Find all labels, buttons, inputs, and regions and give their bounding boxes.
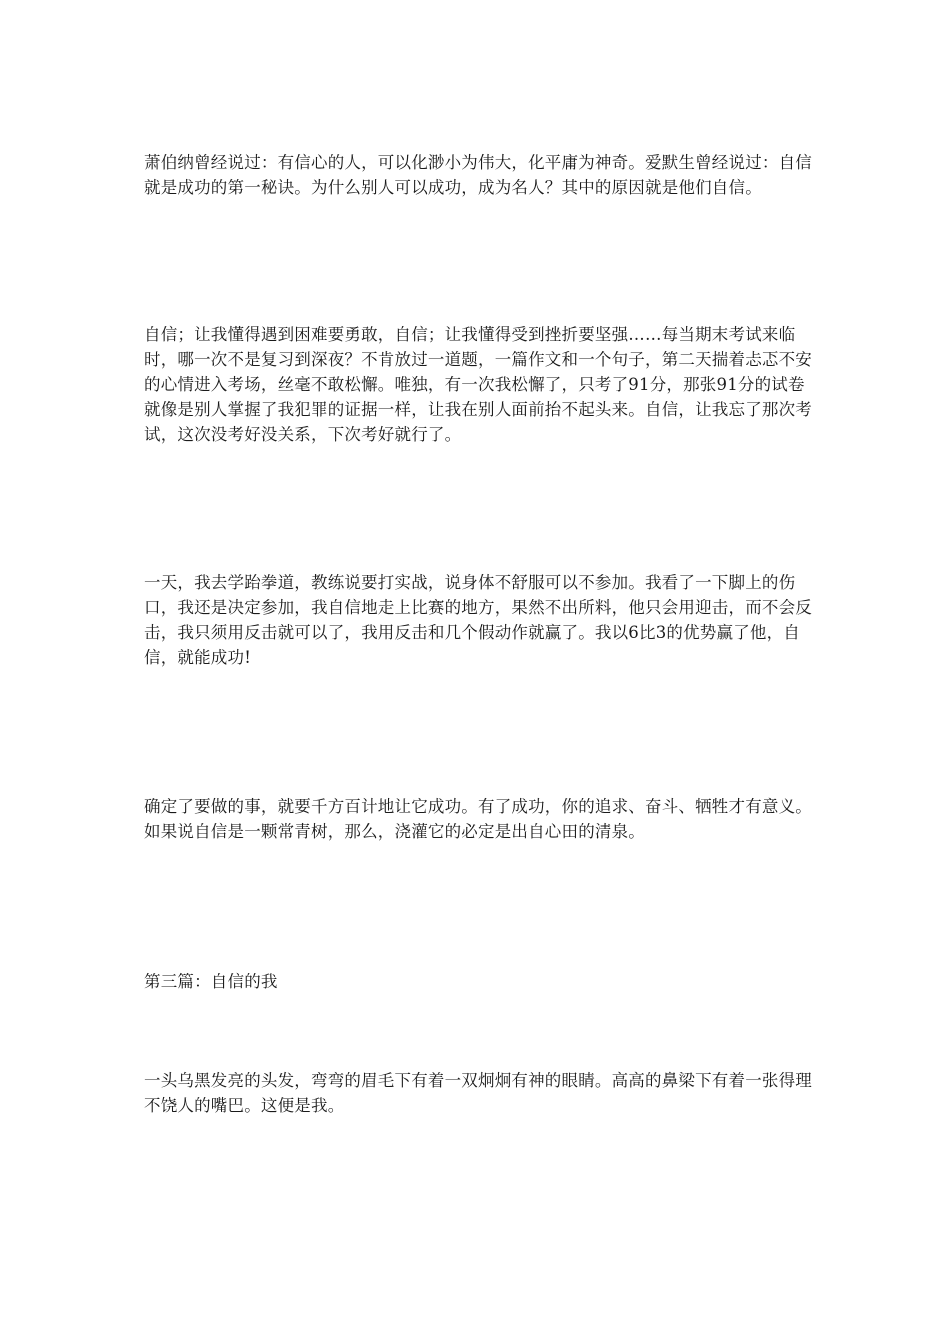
paragraph-self-description: 一头乌黑发亮的头发，弯弯的眉毛下有着一双炯炯有神的眼睛。高高的鼻梁下有着一张得理不饶人的嘴巴。这便是我。: [144, 1071, 812, 1115]
paragraph-conclusion: 确定了要做的事，就要千方百计地让它成功。有了成功，你的追求、奋斗、牺牲才有意义。如果说自信是一颗常青树，那么，浇灌它的必定是出自心田的清泉。: [144, 797, 812, 841]
section-heading: 第三篇：自信的我: [144, 972, 278, 991]
paragraph-exam: 自信；让我懂得遇到困难要勇敢，自信；让我懂得受到挫折要坚强……每当期末考试来临时，哪一次不是复习到深夜？不肯放过一道题，一篇作文和一个句子，第二天揣着忐忑不安的心情进入考场，丝毫不敢松懈。唯独，有一次我松懈了，只考了91分，那张91分的试卷就像是别人掌握了我犯罪的证据一样，让我在别人面前抬不起头来。自信，让我忘了那次考试，这次没考好没关系，下次考好就行了。: [144, 325, 812, 444]
paragraph-taekwondo: 一天，我去学跆拳道，教练说要打实战，说身体不舒服可以不参加。我看了一下脚上的伤口，我还是决定参加，我自信地走上比赛的地方，果然不出所料，他只会用迎击，而不会反击，我只须用反击就可以了，我用反击和几个假动作就赢了。我以6比3的优势赢了他，自信，就能成功!: [144, 573, 812, 667]
paragraph-quotes: 萧伯纳曾经说过：有信心的人，可以化渺小为伟大，化平庸为神奇。爱默生曾经说过：自信就是成功的第一秘诀。为什么别人可以成功，成为名人？其中的原因就是他们自信。: [144, 153, 812, 197]
